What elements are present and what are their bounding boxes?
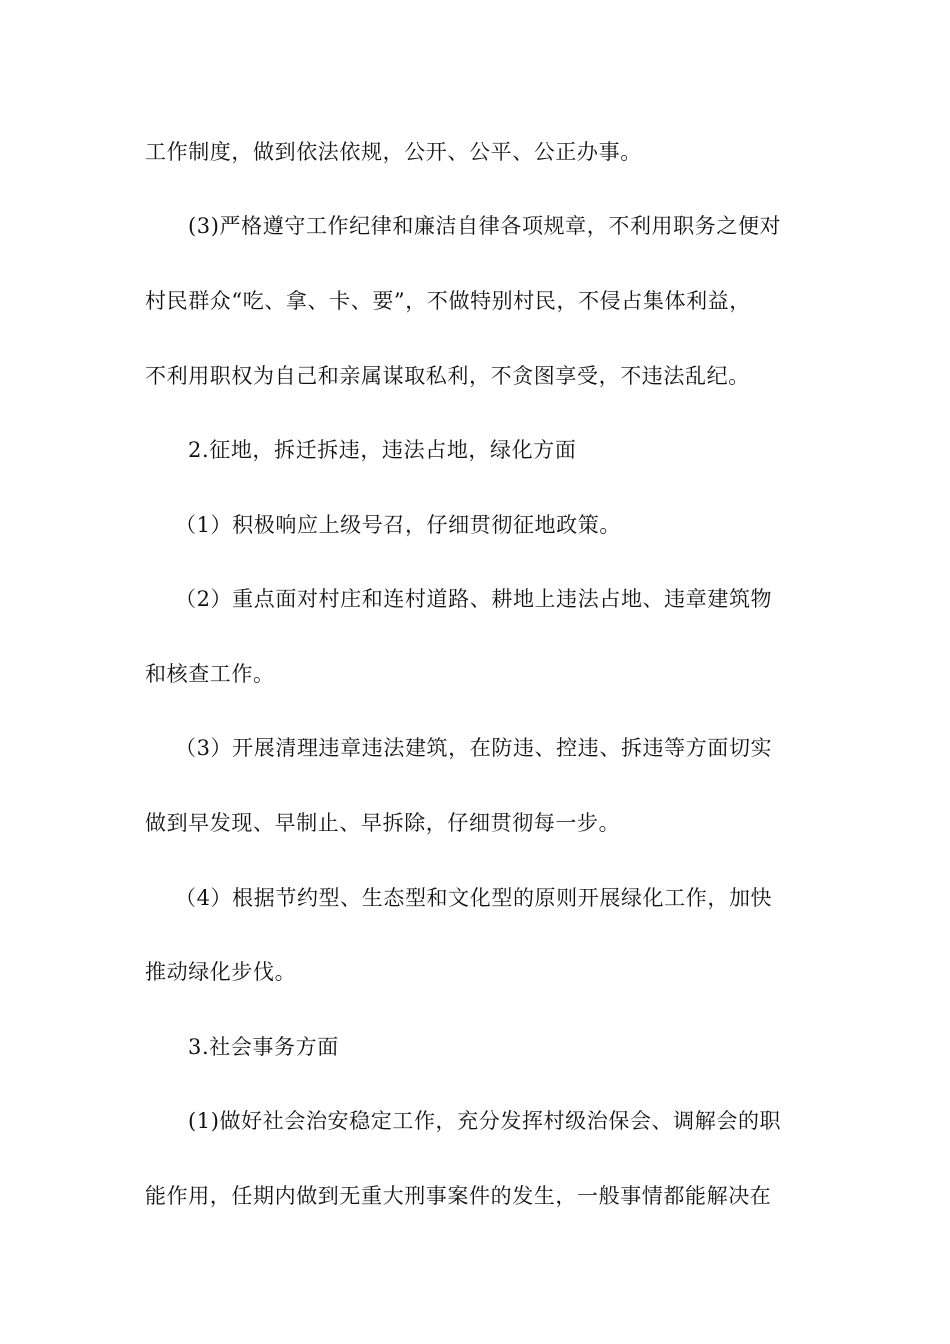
text-line: 推动绿化步伐。 [145,960,297,984]
text-line: 做到早发现、早制止、早拆除，仔细贯彻每一步。 [145,811,621,835]
text-line-item-1: （1）积极响应上级号召，仔细贯彻征地政策。 [175,513,621,537]
text-line-item-1: (1)做好社会治安稳定工作，充分发挥村级治保会、调解会的职 [188,1109,782,1133]
section-heading-2: 2.征地，拆迁拆违，违法占地，绿化方面 [188,438,577,462]
text-line-item-3: (3)严格遵守工作纪律和廉洁自律各项规章，不利用职务之便对 [188,214,782,238]
text-line: 和核查工作。 [145,662,275,686]
text-line: 村民群众“吃、拿、卡、要”，不做特别村民，不侵占集体利益， [145,289,751,313]
text-line-item-2: （2）重点面对村庄和连村道路、耕地上违法占地、违章建筑物 [175,587,773,611]
text-line: 能作用，任期内做到无重大刑事案件的发生，一般事情都能解决在 [145,1184,772,1208]
text-line: 不利用职权为自己和亲属谋取私利，不贪图享受，不违法乱纪。 [145,364,750,388]
text-line-item-3: （3）开展清理违章违法建筑，在防违、控违、拆违等方面切实 [175,736,773,760]
section-heading-3: 3.社会事务方面 [188,1035,339,1059]
text-line-continuation: 工作制度，做到依法依规，公开、公平、公正办事。 [145,140,642,164]
text-line-item-4: （4）根据节约型、生态型和文化型的原则开展绿化工作，加快 [175,886,773,910]
